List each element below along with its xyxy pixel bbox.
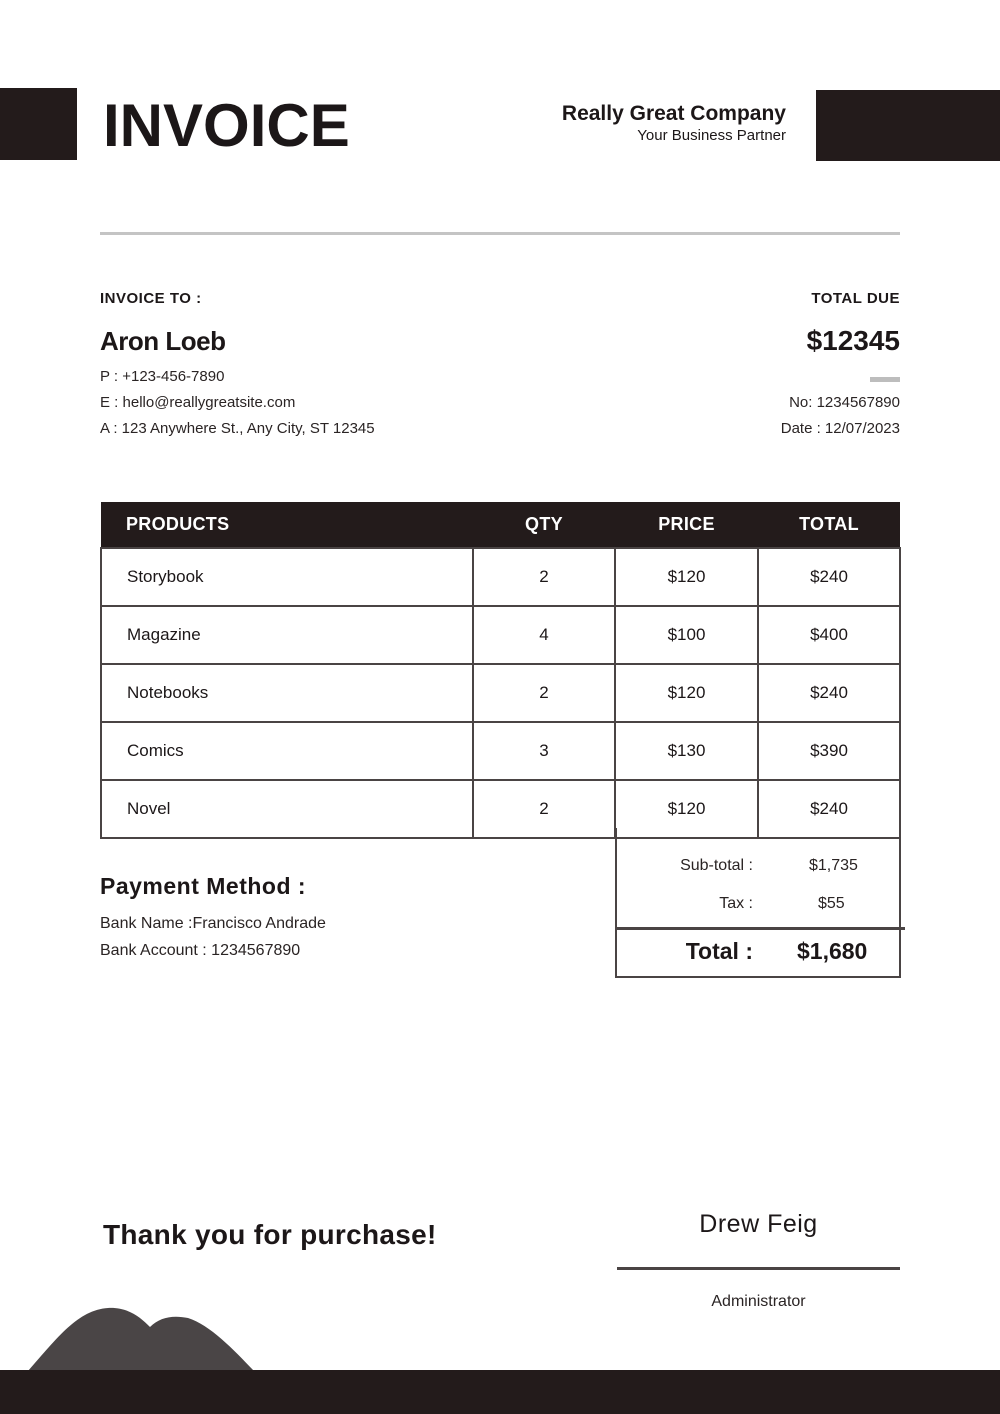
header-qty: QTY — [473, 502, 615, 548]
product-total: $400 — [758, 606, 900, 664]
summary-box — [615, 828, 901, 978]
product-name: Magazine — [101, 606, 473, 664]
header-products: PRODUCTS — [101, 502, 473, 548]
total-due-label: TOTAL DUE — [811, 290, 900, 307]
product-name: Storybook — [101, 548, 473, 606]
product-total: $240 — [758, 780, 900, 838]
product-name: Novel — [101, 780, 473, 838]
bank-account: Bank Account : 1234567890 — [100, 942, 301, 959]
table-row — [101, 664, 900, 722]
table-row — [101, 548, 900, 606]
product-qty: 4 — [473, 606, 615, 664]
invoice-number: No: 1234567890 — [789, 394, 900, 411]
invoice-date: Date : 12/07/2023 — [780, 420, 900, 437]
footer-bar — [0, 1370, 1000, 1414]
client-phone: P : +123-456-7890 — [100, 368, 225, 385]
products-table — [100, 502, 901, 839]
header-price: PRICE — [615, 502, 758, 548]
header-divider — [100, 232, 900, 235]
client-email: E : hello@reallygreatsite.com — [100, 394, 296, 411]
total-due-amount: $12345 — [806, 325, 900, 356]
header-bar-right — [816, 90, 1000, 161]
table-row — [101, 606, 900, 664]
header-total: TOTAL — [758, 502, 900, 548]
product-price: $130 — [615, 722, 758, 780]
product-qty: 2 — [473, 664, 615, 722]
product-price: $120 — [615, 664, 758, 722]
summary-divider — [617, 927, 905, 930]
product-price: $120 — [615, 548, 758, 606]
product-name: Notebooks — [101, 664, 473, 722]
company-block — [562, 101, 786, 145]
product-price: $100 — [615, 606, 758, 664]
subtotal-value: $1,735 — [809, 857, 858, 874]
signer-role: Administrator — [711, 1293, 806, 1310]
table-header-row — [101, 502, 900, 548]
client-name: Aron Loeb — [100, 326, 226, 356]
header-bar-left — [0, 88, 77, 160]
total-value: $1,680 — [797, 938, 868, 964]
client-address: A : 123 Anywhere St., Any City, ST 12345 — [100, 420, 375, 437]
product-total: $390 — [758, 722, 900, 780]
product-qty: 2 — [473, 780, 615, 838]
table-row — [101, 722, 900, 780]
product-name: Comics — [101, 722, 473, 780]
invoice-title: INVOICE — [103, 92, 350, 159]
payment-method-title: Payment Method : — [100, 873, 307, 899]
company-tagline: Your Business Partner — [637, 127, 786, 144]
product-qty: 2 — [473, 548, 615, 606]
product-total: $240 — [758, 548, 900, 606]
signature-line — [617, 1267, 900, 1270]
company-name: Really Great Company — [561, 102, 786, 125]
product-total: $240 — [758, 664, 900, 722]
product-price: $120 — [615, 780, 758, 838]
thank-you-message: Thank you for purchase! — [103, 1219, 437, 1250]
tax-label: Tax : — [719, 895, 753, 912]
hills-decoration — [28, 1305, 254, 1371]
due-dash — [870, 377, 900, 382]
invoice-to-label: INVOICE TO : — [100, 290, 202, 307]
tax-value: $55 — [818, 895, 845, 912]
product-qty: 3 — [473, 722, 615, 780]
bank-name: Bank Name :Francisco Andrade — [100, 915, 326, 932]
signer-name: Drew Feig — [699, 1210, 818, 1238]
subtotal-label: Sub-total : — [680, 857, 753, 874]
total-label: Total : — [685, 938, 753, 964]
